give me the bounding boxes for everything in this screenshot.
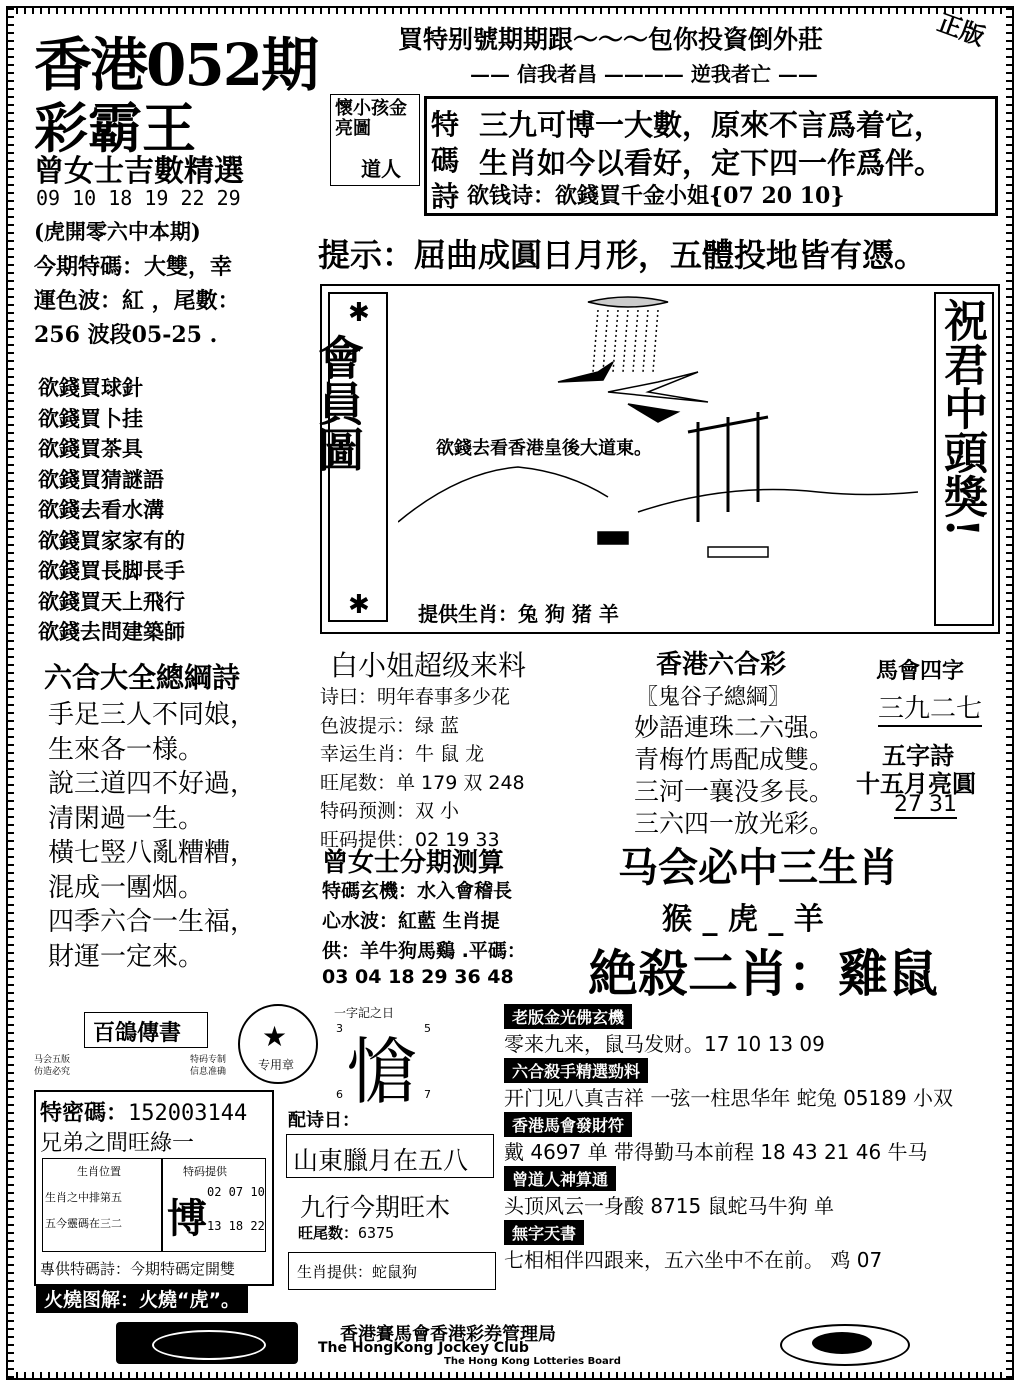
footer-logo-right xyxy=(780,1324,910,1366)
daquan-item: 說三道四不好過， xyxy=(48,769,257,799)
seal: ★ 专用章 xyxy=(238,1004,318,1084)
picture-caption: 欲錢去看香港皇後大道東。 xyxy=(436,438,652,459)
right-section-text: 开门见八真吉祥 一弦一柱思华年 蛇兔 05189 小双 xyxy=(504,1086,954,1110)
mahui4-title: 馬會四字 xyxy=(876,659,965,684)
three-text: 猴 _ 虎 _ 羊 xyxy=(662,902,824,937)
left-list-item: 欲錢去問建築師 xyxy=(38,619,185,644)
n3: 3 xyxy=(336,1022,343,1035)
wuzi-title: 五字詩 xyxy=(882,742,954,770)
right-section-head: 老版金光佛玄機 xyxy=(504,1004,632,1029)
note-1: 马会五版 xyxy=(34,1055,71,1065)
zeng-item: 心水波：紅藍 生肖提 xyxy=(322,910,500,932)
poem1-box: 山東臘月在五八 xyxy=(286,1134,494,1178)
page-title: 香港052期 xyxy=(34,31,318,99)
slogan: 買特别號期期跟～～～包你投資倒外莊 xyxy=(398,25,824,54)
bai-item: 特码预测：双 小 xyxy=(320,800,460,822)
bai-title: 白小姐超级来料 xyxy=(330,649,527,682)
right-section-head: 六合殺手精選勁料 xyxy=(504,1058,648,1083)
zeng-line-3: 256 波段05-25 . xyxy=(34,322,218,348)
zeng-item: 03 04 18 29 36 48 xyxy=(322,966,514,988)
hk6-sub: 〖鬼谷子總綱〗 xyxy=(636,685,791,710)
left-list-item: 欲錢買球針 xyxy=(38,375,143,400)
daquan-item: 清閑過一生。 xyxy=(48,803,205,834)
left-list-item: 欲錢買天上飛行 xyxy=(38,588,185,614)
note-3: 特码专制 xyxy=(190,1055,227,1065)
daquan-item: 混成一團烟。 xyxy=(48,872,205,903)
three-title: 马会必中三生肖 xyxy=(618,845,898,891)
zeng-note: (虎開零六中本期) xyxy=(34,219,201,244)
daquan-item: 橫七竪八亂糟糟， xyxy=(48,838,257,868)
bai-item: 诗曰：明年春事多少花 xyxy=(320,686,511,708)
peishi: 配诗日： xyxy=(288,1110,360,1131)
brand-title: 彩霸王 xyxy=(34,96,196,160)
right-section-head: 曾道人神算通 xyxy=(504,1166,616,1191)
ji-title: 一字記之日 xyxy=(334,1006,395,1020)
left-vertical-label: ✱ 會員圖 ✱ xyxy=(328,292,388,622)
left-list-item: 欲錢買長脚長手 xyxy=(38,558,185,583)
wuzi-nums: 27 31 xyxy=(894,792,957,817)
bai-item: 旺尾数：单 179 双 248 xyxy=(320,771,525,794)
daquan-title: 六合大全總綱詩 xyxy=(44,661,241,694)
sx-box: 生肖提供：蛇鼠狗 xyxy=(288,1252,496,1290)
picture-panel xyxy=(311,284,1000,634)
zeng-line-2: 運色波：紅 ，尾數： xyxy=(34,288,240,314)
hk6-item: 三六四一放光彩。 xyxy=(634,809,835,838)
note-2: 仿造必究 xyxy=(34,1067,71,1077)
poem2: 九行今期旺木 xyxy=(300,1193,451,1222)
tip: 提示：屈曲成圓日月形，五體投地皆有憑。 xyxy=(318,236,927,274)
stamp-logo: 懷小孩金亮圖 道人 xyxy=(330,94,420,186)
zhengban-badge: 正版 xyxy=(933,8,989,52)
footer-logo-left xyxy=(116,1322,298,1364)
zeng-item: 特碼玄機：水入會稽長 xyxy=(322,880,513,902)
zeng-numbers: 09 10 18 19 22 29 xyxy=(36,186,241,210)
right-section-text: 七相相伴四跟来，五六坐中不在前。 鸡 07 xyxy=(504,1248,883,1272)
picture-provide: 提供生肖：兔 狗 猪 羊 xyxy=(418,602,619,626)
daquan-item: 四季六合一生福， xyxy=(48,907,257,937)
bai-item: 幸运生肖：牛 鼠 龙 xyxy=(320,743,485,765)
landscape-illustration xyxy=(398,292,918,562)
slogan-2: —— 信我者昌 ———— 逆我者亡 —— xyxy=(470,62,818,86)
ji-char: 愴 xyxy=(346,1030,419,1114)
code-box: 特密碼：152003144 兄弟之間旺綠一 生肖位置 生肖之中排第五 五今靈碼在三二 特码提供 博 02 07 10 13 18 22 專供特碼詩：今期特碼定開雙 xyxy=(34,1090,274,1286)
left-list-item: 欲錢買猜謎語 xyxy=(38,466,164,492)
n6: 6 xyxy=(336,1088,343,1101)
fire-label: 火燒图解：火燒“虎”。 xyxy=(36,1284,248,1313)
note-4: 信息准确 xyxy=(190,1067,227,1077)
left-list-item: 欲錢買茶具 xyxy=(38,436,143,461)
daquan-item: 手足三人不同娘， xyxy=(48,700,257,730)
left-list-item: 欲錢買卜挂 xyxy=(38,405,143,431)
zeng-title: 曾女士吉數精選 xyxy=(34,154,244,189)
hk6-item: 三河一襄没多長。 xyxy=(634,777,835,806)
zeng-line-1: 今期特碼：大雙，幸 xyxy=(34,254,233,280)
mahui4-text: 三九二七 xyxy=(878,688,982,727)
star-icon: ★ xyxy=(262,1020,288,1053)
zeng-calc-title: 曾女士分期测算 xyxy=(322,848,505,878)
poem-box: 特 碼 詩 三九可博一大數，原來不言爲着它， 生肖如今以看好，定下四一作爲伴。 欲钱诗：欲錢買千金小姐{07 20 10} xyxy=(424,96,998,216)
n7: 7 xyxy=(424,1088,431,1101)
left-list-item: 欲錢買家家有的 xyxy=(38,527,185,553)
daquan-item: 財運一定來。 xyxy=(48,941,205,972)
bai-item: 旺码提供：02 19 33 xyxy=(320,828,500,851)
footer-line3: The Hong Kong Lotteries Board xyxy=(444,1356,621,1367)
right-section-text: 戴 4697 单 带得勤马本前程 18 43 21 46 牛马 xyxy=(504,1140,928,1164)
left-list-item: 欲錢去看水溝 xyxy=(38,497,164,522)
bai-item: 色波提示：绿 蓝 xyxy=(320,714,460,737)
right-section-text: 零来九来，鼠马发财。17 10 13 09 xyxy=(504,1032,825,1056)
right-section-head: 無字天書 xyxy=(504,1220,584,1245)
baige-box: 百鴿傳書 xyxy=(84,1012,208,1048)
right-section-text: 头顶风云一身酸 8715 鼠蛇马牛狗 单 xyxy=(504,1194,834,1218)
tail-line: 旺尾数：6375 xyxy=(298,1224,395,1242)
wuzi-text: 十五月亮圓 xyxy=(856,770,976,798)
right-vertical-label: 祝君中頭獎! xyxy=(934,292,994,626)
hk6-title: 香港六合彩 xyxy=(656,650,787,680)
footer-line2: The HongKong Jockey Club xyxy=(318,1340,529,1356)
right-section-head: 香港馬會發財符 xyxy=(504,1112,632,1137)
zeng-item: 供：羊牛狗馬鷄 .平碼： xyxy=(322,940,526,962)
kill-two: 絶殺二肖：雞鼠 xyxy=(588,944,938,1003)
daquan-item: 生來各一様。 xyxy=(48,734,205,765)
hk6-item: 青梅竹馬配成雙。 xyxy=(634,745,835,774)
footer-line1: 香港賽馬會香港彩券管理局 xyxy=(340,1324,556,1345)
hk6-item: 妙語連珠二六强。 xyxy=(634,713,835,742)
n5: 5 xyxy=(424,1022,431,1035)
